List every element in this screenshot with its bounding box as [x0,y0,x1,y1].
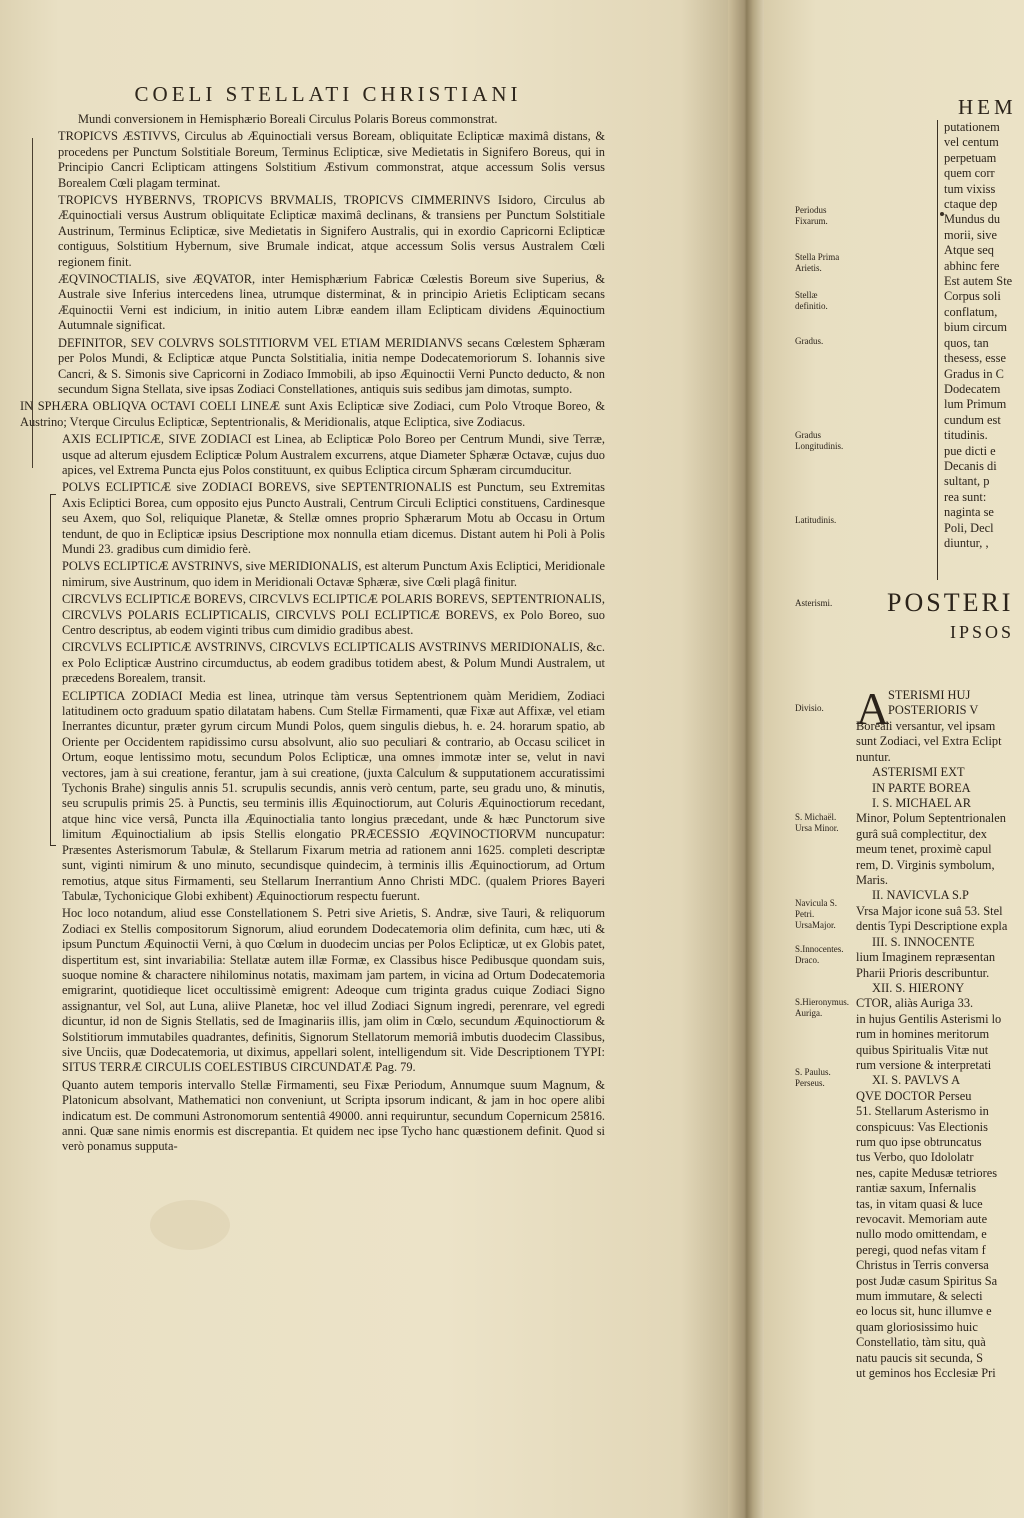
text-line: Christus in Terris conversa [856,1258,989,1273]
text-line: post Judæ casum Spiritus Sa [856,1273,998,1288]
paragraph: CIRCVLVS ECLIPTICÆ BOREVS, CIRCVLVS ECLIPTICÆ POLARIS BOREVS, SEPTENTRIONALIS, CIRCVLVS POLARIS ECLIPTICALIS, CIRCVLVS POLI ECLIPTICÆ BOREVS, ex Polo Boreo, suo Centro descriptus, ab eodem viginti tribus cum dimidio gradibus abest. [62,592,605,637]
text-line: perpetuam [944,150,997,165]
paragraph: DEFINITOR, SEV COLVRVS SOLSTITIORVM VEL ETIAM MERIDIANVS secans Cœlestem Sphæram per Polos Mundi, & Eclipticæ atque Puncta Solstitialia, initia nempe Dodecatemoriorum S. Iohannis sive Cancri, & S. Simonis sive Capricorni in Zodiaco Immobili, ab ipso Æquinoctii Verni Puncto deducto, & non secundum Signa Stellata, sive ipsas Zodiaci Constellationes, antiquis suis sedibus jam dimotas, sumpto. [58,335,605,396]
text-line: rum quo ipse obtruncatus [856,1134,982,1149]
text-line: tum vixiss [944,181,996,196]
right-bottom-lead [888,688,1024,719]
paragraph: TROPICVS ÆSTIVVS, Circulus ab Æquinoctiali versus Boream, obliquitate Eclipticæ maximâ distans, & procedens per Punctum Solstitiale Boreum, Terminus Eclipticæ, sive Medietatis in Signifero Boreus, qui in Principio Cancri Eclipticam attingens Solstitium Æstivum commonstrat, atque accessum Solis versus Borealem Cœli plagam terminat. [58,129,605,190]
margin-note: Asterismi. [795,598,833,608]
text-line: ASTERISMI EXT [872,765,965,780]
text-line: II. NAVICVLA S.P [872,888,969,903]
right-top-column [944,120,1024,551]
text-line: eo locus sit, hunc illumve e [856,1304,992,1319]
paragraph: AXIS ECLIPTICÆ, SIVE ZODIACI est Linea, ab Eclipticæ Polo Boreo per Centrum Mundi, sive Terræ, usque ad alterum ejusdem Eclipticæ Polum Australem excurrens, atque Diameter Sphæræ Octavæ, cujus duo apices, vel Extrema Puncta ejus Polos constituunt, ex quibus Ecliptica circum Sphæram circumducitur. [62,432,605,477]
paragraph: CIRCVLVS ECLIPTICÆ AVSTRINVS, CIRCVLVS ECLIPTICALIS AVSTRINVS MERIDIONALIS, &c. ex Polo Eclipticæ Austrino circumductus, ab eodem gradibus totidem abest, & Polum Mundi Australem, ut præcedens Borealem, transit. [62,640,605,686]
text-line: bium circum [944,320,1007,335]
margin-note: Divisio. [795,703,824,713]
right-bottom-column [856,719,1024,1381]
text-line: quos, tan [944,335,989,350]
margin-note: S. Paulus. Perseus. [795,1067,831,1088]
text-line: abhinc fere [944,258,1000,273]
paragraph: Mundi conversionem in Hemisphærio Boreali Circulus Polaris Boreus commonstrat. [78,112,498,126]
text-line: STERISMI HUJ [888,688,971,702]
text-line: Atque seq [944,243,994,258]
paragraph: POLVS ECLIPTICÆ AVSTRINVS, sive MERIDIONALIS, est alterum Punctum Axis Ecliptici, Meridionale nimirum, sive Austrinum, quo idem in Meridionali Octavæ Sphæræ, sive Cœli plagâ finitur. [62,559,605,589]
text-line: rum versione & interpretati [856,1057,992,1072]
text-line: conspicuus: Vas Electionis [856,1119,988,1134]
text-line: quibus Spiritualis Vitæ nut [856,1042,989,1057]
paragraph: TROPICVS HYBERNVS, TROPICVS BRVMALIS, TROPICVS CIMMERINVS Isidoro, Circulus ab Æquinoctiali versus Austrum obliquitate Eclipticæ maximâ declinans, & transiens per Punctum Solstitiale Austrinum, Terminus Eclipticæ, sive Medietatis in Signifero Australis, qui in exordio Capricorni Eclipticæ contiguus, Solstitium Hybernum, sive Brumale indicat, atque accessum Solis versus Australem Cœli regionem finit. [58,193,605,269]
text-line: I. S. MICHAEL AR [872,796,972,811]
text-line: 51. Stellarum Asterismo in [856,1104,989,1119]
text-line: Mundus du [944,212,1001,227]
margin-note: S.Hieronymus. Auriga. [795,997,849,1018]
text-line: XI. S. PAVLVS A [872,1073,961,1088]
margin-note: Stella Prima Arietis. [795,252,840,273]
right-running-head: HEM [958,95,1017,119]
text-line: nes, capite Medusæ tetriores [856,1165,998,1180]
text-line: vel centum [944,135,999,150]
text-line: lium Imaginem repræsentan [856,950,996,965]
text-line: Corpus soli [944,289,1001,304]
margin-note: Gradus. [795,336,824,346]
running-head: COELI STELLATI CHRISTIANI [134,82,522,106]
margin-note: Latitudinis. [795,515,837,525]
text-line: nuntur. [856,749,891,764]
text-line: titudinis. [944,428,988,443]
margin-note: Stellæ definitio. [795,290,828,311]
text-line: Minor, Polum Septentrionalen [856,811,1006,826]
text-line: natu paucis sit secunda, S [856,1350,983,1365]
text-line: Est autem Ste [944,274,1013,289]
text-line: Constellatio, tàm situ, quà [856,1335,986,1350]
paragraph: Hoc loco notandum, aliud esse Constellationem S. Petri sive Arietis, S. Andræ, sive Tauri, & reliquorum Zodiaci ex Stellis compositorum Signorum, aliud eorundem Dodecatemoria olim definita, cum hæc, uti & ipsum Punctum Æquinoctii Verni, à quo Cœlum in duodecim uncias per Polos Eclipticæ, ut ex Globis patet, dispertitum est, sint invariabilia: Stellatæ autem illæ Formæ, ex Classibus hisce Pedibusque quondam suis, suoque nomine & charactere nihilominus notatis, maximam jam partem, in vicina ad Ortum Dodecatemoria emigrarint, quotidieque licet occultissimè emigrent: Adeoque cum triginta gradus cuique Zodiaci Signo assignantur, vel Sol, aut Luna, aliive Planetæ, hoc vel illud Zodiaci Signum ingredi, perenrare, vel egredi dicuntur, id non de Signis Stellatis, sed de Imaginariis illis, jam olim in Cœlo, secundum Æquinoctiorum & Solstitiorum immutabiles quadrantes, definitis, Signorum Stellatorum memoriâ imbutis duodecim Classibus, sive Unciis, quæ Dodecatemoria, ut diximus, appellari solent, intelligendum sit. Vide Descriptionem TYPI: SITUS TERRÆ CIRCULIS COELESTIBUS CIRCUNDATÆ Pag. 79. [62,906,605,1075]
text-line: POSTERIORIS V [888,703,979,718]
text-line: ut geminos hos Ecclesiæ Pri [856,1366,996,1381]
text-line: QVE DOCTOR Perseu [856,1088,972,1103]
text-line: thesess, esse [944,351,1006,366]
text-line: CTOR, aliàs Auriga 33. [856,996,974,1011]
text-line: Pharii Prioris describuntur. [856,965,990,980]
paragraph: IN SPHÆRA OBLIQVA OCTAVI COELI LINEÆ sunt Axis Eclipticæ sive Zodiaci, cum Polo Vtroque Boreo, & Austrino; Vterque Circulus Eclipticæ, Septentrionalis, & Meridionalis, atque Ecliptica, sive Zodiacus. [20,399,605,429]
drop-cap: A [856,683,890,734]
margin-note: S.Innocentes. Draco. [795,944,844,965]
text-line: Boreali versantur, vel ipsam [856,719,996,733]
text-line: cundum est [944,412,1001,427]
text-line: mum immutare, & selecti [856,1289,983,1304]
text-line: revocavit. Memoriam aute [856,1212,988,1226]
paragraph: POLVS ECLIPTICÆ sive ZODIACI BOREVS, sive SEPTENTRIONALIS est Punctum, seu Extremitas Axis Ecliptici Borea, cum opposito ejus Puncto Australi, Centrum Circuli Ecliptici constituens, Cardinesque seu Axem, quo Sol, reliquique Planetæ, & Stellæ omnes proprio Sphærarum Motu ab Occasu in Ortum tendunt, de quo in Eclipticæ ipsius Descriptione mox nonnulla etiam dicemus. Distant autem hi Poli à Polis Mundi 23. gradibus cum dimidio ferè. [62,480,605,556]
text-line: IN PARTE BOREA [872,780,971,795]
paragraph: ÆQVINOCTIALIS, sive ÆQVATOR, inter Hemisphærium Fabricæ Cœlestis Boreum sive Superius, & Australe sive Inferius intercedens linea, utrumque disterminat, & in principio Arietis Eclipticam secans Æquinoctii Verni est indicium, in initio autem Libræ eandem illam Eclipticam dividens Æquinoctium Autumnale significat. [58,272,605,333]
text-line: Poli, Decl [944,520,994,535]
text-line: gurâ suâ complectitur, dex [856,826,987,841]
paragraph: ECLIPTICA ZODIACI Media est linea, utrinque tàm versus Septentrionem quàm Meridiem, Zodiaci latitudinem octo graduum spatio dilatatam habens. Cum Stellæ Firmamenti, quæ Fixæ aut Affixæ, vel etiam Inerrantes dicuntur, præter gyrum circum Mundi Polos, quem singulis diebus, h. e. 24. horarum spatio, ab Oriente per Occidentem rapidissimo cursu absolvunt, alio suo peculiari & contrario, ab Occasu scilicet in Ortum, eoque lentissimo motu, secundum Polos Eclipticæ, una omnes immotæ inter se, velut in navi vectores, jam à sui creatione, ferantur, jam à sui creatione, (juxta Calculum & supputationem accuratissimi Tychonis Brahe) singulis annis 51. scrupulis secundis, annis verò centum, parte, seu gradu uno, & minutis, seu scrupulis primis 25. à Punctis, seu terminis illis Æquinoctiorum, aut Coluris Æquinoctiorum recedant, atque hinc vice versâ, Puncta illa Æquinoctialia tanto longius præcedant, unde & hæc Punctorum sive limitum Æquinoctialium ab ipsis Stellis elongatio PRÆCESSIO ÆQVINOCTIORVM nuncupatur: Præsentes Asterismorum Tabulæ, & Stellarum Fixarum metria ad rationem anni 1625. completi descriptæ sunt, viginti nimirum & uno minuto, secundisque quindecim, à terminis illis Æquinoctiorum, ad Ortum remotius, atque situs Firmamenti, seu Stellarum Inerrantium Anno Christi MDC. (qualem Priores Bayeri Tabulæ, Tychonicique Globi exhibent) Æquinoctiorum respectu fuerunt. [62,688,605,903]
text-line: peregi, quod nefas vitam f [856,1242,986,1257]
text-line: tus Verbo, quo Idololatr [856,1150,974,1165]
text-line: rem, D. Virginis symbolum, [856,857,995,872]
paragraph: Quanto autem temporis intervallo Stellæ Firmamenti, seu Fixæ Periodum, Annumque suum Magnum, & Platonicum absolvant, Mathematici non conveniunt, ut Scripta ipsorum indicant, & jam in hoc opere alibi indicatum est. De communi Astronomorum sententiâ 49000. anni requiruntur, secundum Copernicum 25816. anni. Quæ sane nimis enormis est discrepantia. Et quidem nec ipse Tycho hanc quæstionem definit. Quod si verò ponamus supputa- [62,1077,605,1154]
text-line: meum tenet, proximè capul [856,842,992,857]
text-line: diuntur, , [944,535,989,550]
text-line: sultant, p [944,474,990,489]
text-line: conflatum, [944,304,998,319]
text-line: Dodecatem [944,381,1001,396]
text-line: rantiæ saxum, Infernalis [856,1181,977,1196]
text-line: tas, in vitam quasi & luce [856,1196,983,1211]
text-line: nullo modo omittendam, e [856,1227,987,1242]
text-line: rea sunt: [944,489,987,504]
brace-line [937,120,938,580]
section-subtitle: IPSOS [950,622,1015,642]
text-line: Vrsa Major icone suâ 53. Stel [856,903,1003,918]
book-gutter [728,0,764,1518]
text-line: Maris. [856,873,889,888]
text-line: Gradus in C [944,366,1004,381]
text-line: XII. S. HIERONY [872,980,965,995]
section-title: POSTERI [887,588,1014,617]
margin-note: S. Michaël. Ursa Minor. [795,812,839,833]
text-line: sunt Zodiaci, vel Extra Eclipt [856,734,1002,749]
text-line: morii, sive [944,227,997,242]
text-line: quam gloriosissimo huic [856,1319,978,1334]
text-line: ctaque dep [944,197,998,212]
paper-stain [150,1200,230,1250]
text-line: dentis Typi Descriptione expla [856,919,1008,934]
margin-note: Navicula S. Petri. UrsaMajor. [795,898,837,930]
text-line: III. S. INNOCENTE [872,934,975,949]
text-line: Decanis di [944,458,997,473]
margin-note: Periodus Fixarum. [795,205,828,226]
text-line: pue dicti e [944,443,996,458]
paragraphs [20,112,605,1157]
text-line: putationem [944,120,1000,134]
margin-note: Gradus Longitudinis. [795,430,844,451]
text-line: naginta se [944,505,994,520]
text-line: rum in homines meritorum [856,1027,990,1042]
text-line: lum Primum [944,397,1007,412]
text-line: quem corr [944,166,995,181]
text-line: in hujus Gentilis Asterismi lo [856,1011,1002,1026]
